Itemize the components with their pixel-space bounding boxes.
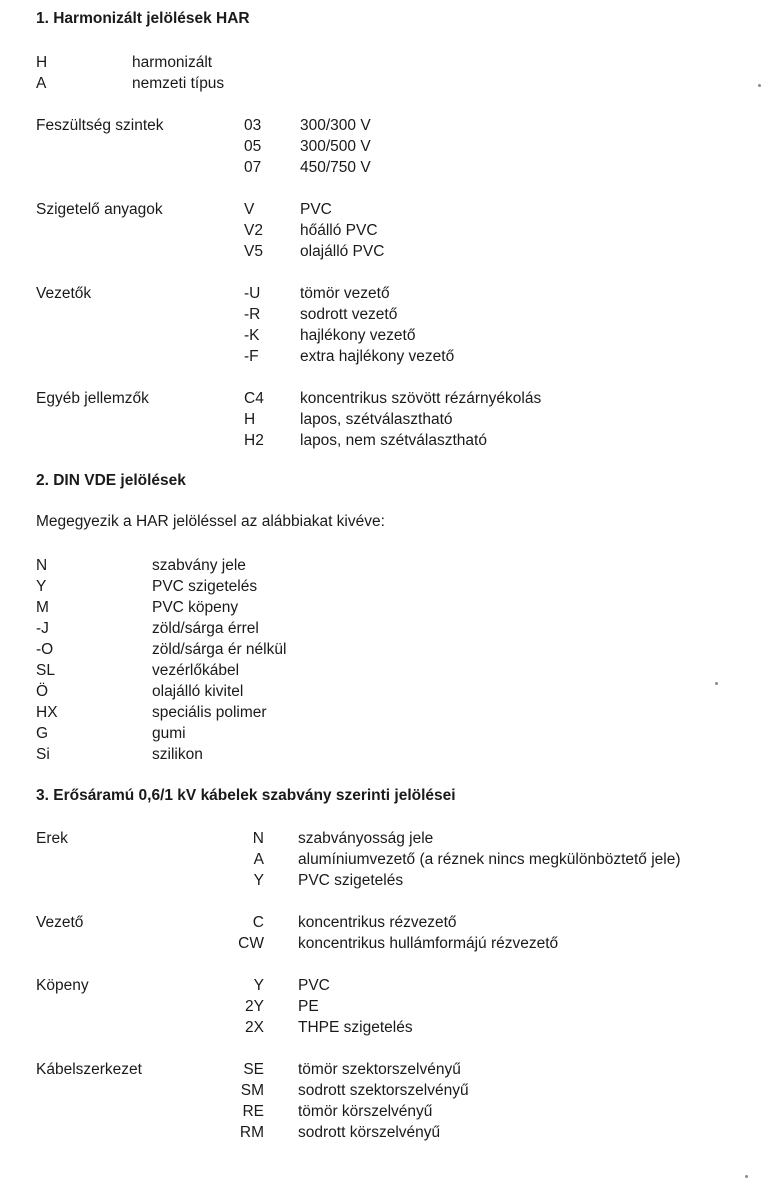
code: RM xyxy=(239,1124,264,1141)
desc: PVC szigetelés xyxy=(152,578,258,595)
har-code: A xyxy=(36,75,47,92)
desc: szabvány jele xyxy=(152,557,246,574)
din-row xyxy=(0,639,770,660)
code: HX xyxy=(36,704,58,721)
desc: olajálló kivitel xyxy=(152,683,244,700)
sheath-row xyxy=(0,996,770,1017)
desc: PVC xyxy=(298,977,330,994)
har-desc: nemzeti típus xyxy=(132,75,225,92)
desc: hajlékony vezető xyxy=(300,327,416,344)
code: Y xyxy=(253,872,264,889)
conductor-row xyxy=(0,304,770,325)
desc: tömör vezető xyxy=(300,285,390,302)
group-label: Vezetők xyxy=(36,285,92,302)
structure-row xyxy=(0,1122,770,1143)
desc: PVC köpeny xyxy=(152,599,239,616)
desc: tömör körszelvényű xyxy=(298,1103,433,1120)
code: M xyxy=(36,599,49,616)
other-row xyxy=(0,409,770,430)
desc: zöld/sárga érrel xyxy=(152,620,259,637)
din-row xyxy=(0,660,770,681)
code: 05 xyxy=(244,138,262,155)
structure-row xyxy=(0,1080,770,1101)
code: A xyxy=(253,851,264,868)
desc: 450/750 V xyxy=(300,159,371,176)
cores-row xyxy=(0,870,770,891)
har-intro-row xyxy=(0,52,770,73)
desc: speciális polimer xyxy=(152,704,267,721)
code: 03 xyxy=(244,117,262,134)
desc: sodrott körszelvényű xyxy=(298,1124,441,1141)
section2-title: 2. DIN VDE jelölések xyxy=(36,472,186,489)
code: C4 xyxy=(244,390,264,407)
code: 2X xyxy=(245,1019,264,1036)
desc: PVC xyxy=(300,201,332,218)
code: -U xyxy=(244,285,261,302)
voltage-row xyxy=(0,136,770,157)
desc: hőálló PVC xyxy=(300,222,378,239)
section2-intro: Megegyezik a HAR jelöléssel az alábbiakat kivéve: xyxy=(36,513,385,530)
conductor3-row xyxy=(0,912,770,933)
other-row xyxy=(0,430,770,451)
desc: extra hajlékony vezető xyxy=(300,348,455,365)
desc: sodrott vezető xyxy=(300,306,398,323)
code: SL xyxy=(36,662,55,679)
code: SM xyxy=(240,1082,264,1099)
structure-row xyxy=(0,1059,770,1080)
code: -R xyxy=(244,306,261,323)
scan-speck xyxy=(745,1175,748,1178)
code: -O xyxy=(36,641,54,658)
other-row xyxy=(0,388,770,409)
code: Y xyxy=(253,977,264,994)
code: -J xyxy=(36,620,49,637)
desc: lapos, szétválasztható xyxy=(300,411,453,428)
desc: PE xyxy=(298,998,319,1015)
desc: lapos, nem szétválasztható xyxy=(300,432,487,449)
desc: zöld/sárga ér nélkül xyxy=(152,641,287,658)
code: -F xyxy=(244,348,259,365)
group-label: Kábelszerkezet xyxy=(36,1061,142,1078)
insulation-row xyxy=(0,241,770,262)
cores-row xyxy=(0,828,770,849)
scan-speck xyxy=(758,84,761,87)
desc: szilikon xyxy=(152,746,203,763)
code: C xyxy=(252,914,264,931)
har-intro-row xyxy=(0,73,770,94)
din-row xyxy=(0,555,770,576)
insulation-row xyxy=(0,220,770,241)
code: V xyxy=(244,201,255,218)
desc: tömör szektorszelvényű xyxy=(298,1061,461,1078)
desc: PVC szigetelés xyxy=(298,872,404,889)
code: V2 xyxy=(244,222,263,239)
group-label: Egyéb jellemzők xyxy=(36,390,149,407)
conductor3-row xyxy=(0,933,770,954)
code: N xyxy=(252,830,264,847)
code: RE xyxy=(242,1103,264,1120)
scan-speck xyxy=(715,682,718,685)
desc: gumi xyxy=(152,725,186,742)
voltage-row xyxy=(0,157,770,178)
desc: koncentrikus hullámformájú rézvezető xyxy=(298,935,559,952)
section3-title: 3. Erősáramú 0,6/1 kV kábelek szabvány szerinti jelölései xyxy=(36,787,456,804)
din-row xyxy=(0,702,770,723)
group-label: Szigetelő anyagok xyxy=(36,201,163,218)
sheath-row xyxy=(0,1017,770,1038)
desc: koncentrikus rézvezető xyxy=(298,914,457,931)
group-label: Feszültség szintek xyxy=(36,117,164,134)
desc: 300/500 V xyxy=(300,138,371,155)
din-row xyxy=(0,618,770,639)
insulation-row xyxy=(0,199,770,220)
desc: vezérlőkábel xyxy=(152,662,240,679)
code: SE xyxy=(243,1061,264,1078)
sheath-row xyxy=(0,975,770,996)
code: N xyxy=(36,557,48,574)
structure-row xyxy=(0,1101,770,1122)
din-row xyxy=(0,681,770,702)
code: V5 xyxy=(244,243,263,260)
code: 07 xyxy=(244,159,262,176)
har-code: H xyxy=(36,54,48,71)
din-row xyxy=(0,723,770,744)
group-label: Erek xyxy=(36,830,68,847)
code: CW xyxy=(238,935,264,952)
desc: sodrott szektorszelvényű xyxy=(298,1082,469,1099)
cores-row xyxy=(0,849,770,870)
code: H2 xyxy=(244,432,264,449)
desc: alumíniumvezető (a réznek nincs megkülönböztető jele) xyxy=(298,851,681,868)
code: -K xyxy=(244,327,260,344)
group-label: Köpeny xyxy=(36,977,89,994)
desc: THPE szigetelés xyxy=(298,1019,413,1036)
desc: olajálló PVC xyxy=(300,243,385,260)
desc: szabványosság jele xyxy=(298,830,434,847)
code: Y xyxy=(36,578,47,595)
group-label: Vezető xyxy=(36,914,84,931)
voltage-row xyxy=(0,115,770,136)
section1-title: 1. Harmonizált jelölések HAR xyxy=(36,10,250,27)
code: Ö xyxy=(36,683,49,700)
conductor-row xyxy=(0,325,770,346)
code: 2Y xyxy=(245,998,264,1015)
din-row xyxy=(0,597,770,618)
code: H xyxy=(244,411,256,428)
din-row xyxy=(0,576,770,597)
desc: 300/300 V xyxy=(300,117,371,134)
har-desc: harmonizált xyxy=(132,54,213,71)
conductor-row xyxy=(0,283,770,304)
conductor-row xyxy=(0,346,770,367)
code: G xyxy=(36,725,49,742)
din-row xyxy=(0,744,770,765)
desc: koncentrikus szövött rézárnyékolás xyxy=(300,390,542,407)
code: Si xyxy=(36,746,50,763)
